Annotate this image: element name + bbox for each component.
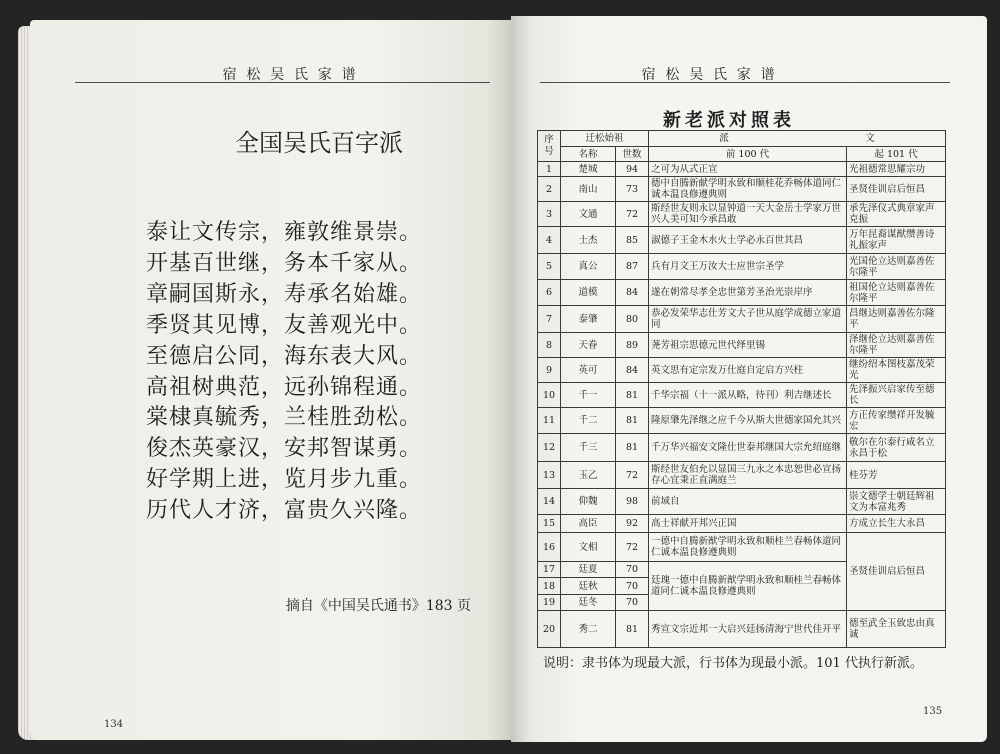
row-new-generations: 光祖德常思耀宗功	[847, 162, 946, 177]
row-old-generations: 一德中自腾新猷学明永致和顺桂兰春畅体道同仁诚本温良修遵典则	[649, 533, 847, 562]
header-ancestor: 迁松始祖	[561, 131, 649, 147]
poem-line: 泰让文传宗，雍敦维景崇。	[146, 220, 423, 245]
table-row	[538, 434, 946, 462]
row-new-generations: 泽继伦立达则嘉善佐尔隆平	[847, 333, 946, 358]
row-new-generations: 方正传家缵祥开发毓宏	[847, 408, 946, 434]
row-generations: 70	[616, 578, 649, 595]
row-generations: 81	[616, 408, 649, 434]
header-old: 前 100 代	[649, 147, 847, 162]
row-name: 英可	[561, 358, 616, 383]
row-new-generations: 昌继达则嘉善佐尔隆平	[847, 306, 946, 333]
row-generations: 87	[616, 254, 649, 280]
row-generations: 89	[616, 333, 649, 358]
row-name: 千三	[561, 434, 616, 462]
row-generations: 81	[616, 611, 649, 648]
right-header-rule	[540, 82, 950, 83]
row-index: 8	[538, 333, 561, 358]
table-row	[538, 306, 946, 333]
table-subheader-row	[538, 147, 946, 162]
row-name: 千一	[561, 383, 616, 408]
table-row	[538, 333, 946, 358]
row-index: 4	[538, 227, 561, 254]
row-generations: 70	[616, 595, 649, 611]
row-index: 9	[538, 358, 561, 383]
row-name: 天眷	[561, 333, 616, 358]
row-index: 13	[538, 462, 561, 489]
row-name: 廷夏	[561, 562, 616, 578]
poem-line: 开基百世继，务本千家从。	[146, 250, 423, 276]
row-name: 泰肇	[561, 306, 616, 333]
left-page	[30, 20, 516, 740]
table-row	[538, 177, 946, 202]
row-index: 16	[538, 533, 561, 562]
row-name: 廷冬	[561, 595, 616, 611]
table-row	[538, 254, 946, 280]
row-old-generations: 德中自腾新献学明永致和顺桂花乔畅体道同仁诚本温良修遵典则	[649, 177, 847, 202]
header-paiwen	[649, 131, 946, 147]
row-generations: 72	[616, 202, 649, 227]
table-title: 新老派对照表	[663, 110, 795, 131]
row-generations: 70	[616, 562, 649, 578]
table-row	[538, 227, 946, 254]
row-generations: 92	[616, 515, 649, 533]
poem-line: 好学期上进，览月步九重。	[146, 467, 423, 493]
header-wen: 文	[865, 133, 875, 144]
row-old-generations: 英文思有定宗发万仕庭自定启方兴柱	[649, 358, 847, 383]
row-generations: 85	[616, 227, 649, 254]
row-new-generations: 继纷绍本图枝嘉茂荣光	[847, 358, 946, 383]
row-name: 文相	[561, 533, 616, 562]
row-index: 5	[538, 254, 561, 280]
row-generations: 73	[616, 177, 649, 202]
row-new-generations: 承先泽仪式典章家声克振	[847, 202, 946, 227]
right-page	[511, 16, 987, 742]
row-new-generations: 德至武全玉致忠由真诚	[847, 611, 946, 648]
table-row	[538, 280, 946, 306]
header-name: 名称	[561, 147, 616, 162]
row-generations: 84	[616, 280, 649, 306]
row-name: 玉乙	[561, 462, 616, 489]
header-generations: 世数	[616, 147, 649, 162]
row-name: 秀二	[561, 611, 616, 648]
row-name: 仰魏	[561, 489, 616, 515]
row-new-generations: 敬尔在尔泰行咸名立永昌于松	[847, 434, 946, 462]
row-name: 廷秋	[561, 578, 616, 595]
source-citation: 摘自《中国吴氏通书》183 页	[285, 598, 471, 614]
table-row	[538, 408, 946, 434]
row-generations: 84	[616, 358, 649, 383]
table-row	[538, 462, 946, 489]
row-old-generations: 兵有月文王万汝大士应世宗圣学	[649, 254, 847, 280]
row-generations: 72	[616, 462, 649, 489]
table-row	[538, 611, 946, 648]
row-name: 高臣	[561, 515, 616, 533]
row-new-generations: 崇文德学士朝廷辉祖文为本富兆秀	[847, 489, 946, 515]
lineage-comparison-table	[537, 130, 946, 648]
table-row	[538, 515, 946, 533]
row-old-generations: 斯经世友则永以显钟道一天大金岳士学家万世兴人美可知今承昌敢	[649, 202, 847, 227]
row-old-generations: 恭必发荣华志仕芳文大子世从庭学成德立家道同	[649, 306, 847, 333]
row-index: 19	[538, 595, 561, 611]
left-running-header: 宿松吴氏家谱	[222, 67, 366, 83]
row-index: 11	[538, 408, 561, 434]
row-new-generations: 万年昆裔谋猷缵善诗礼振家声	[847, 227, 946, 254]
row-generations: 94	[616, 162, 649, 177]
poem-line: 历代人才济，富贵久兴隆。	[146, 498, 423, 524]
row-name: 文通	[561, 202, 616, 227]
table-row	[538, 489, 946, 515]
row-old-generations: 遂在朝常尽孝全忠世第芳圣治光崇岸序	[649, 280, 847, 306]
right-running-header: 宿松吴氏家谱	[641, 67, 785, 83]
poem-line: 俊杰英豪汉，安邦智谋勇。	[146, 436, 423, 462]
row-old-generations: 淑德子王金木水火土学必永百世其昌	[649, 227, 847, 254]
row-index: 7	[538, 306, 561, 333]
row-index: 3	[538, 202, 561, 227]
poem	[146, 218, 422, 527]
header-index-label: 序号	[544, 134, 554, 157]
poem-title: 全国吴氏百字派	[235, 129, 403, 157]
row-index: 18	[538, 578, 561, 595]
row-old-generations: 秀宣文宗近邦一大启兴廷扬清海宁世代佳开平	[649, 611, 847, 648]
row-old-generations: 高士祥献开邦兴正国	[649, 515, 847, 533]
header-new: 起 101 代	[847, 147, 946, 162]
row-index: 6	[538, 280, 561, 306]
row-new-generations: 圣贤佳训启后恒昌	[847, 177, 946, 202]
row-generations: 81	[616, 434, 649, 462]
row-name: 真公	[561, 254, 616, 280]
row-name: 士杰	[561, 227, 616, 254]
row-generations: 98	[616, 489, 649, 515]
table-row	[538, 383, 946, 408]
row-old-generations: 斯经世友伯允以显国三九永之本忠恕世必宣扬存心宜秉正直满庭兰	[649, 462, 847, 489]
row-old-generations: 千万华兴福安文隆仕世泰邦继国大宗允绍庭继	[649, 434, 847, 462]
row-new-generations: 光国伦立达则嘉善佐尔隆平	[847, 254, 946, 280]
left-header-rule	[75, 82, 490, 83]
row-index: 10	[538, 383, 561, 408]
poem-line: 棠棣真毓秀，兰桂胜劲松。	[146, 405, 423, 431]
row-index: 17	[538, 562, 561, 578]
row-generations: 80	[616, 306, 649, 333]
table-header-row	[538, 131, 946, 147]
table-row	[538, 533, 946, 562]
row-old-generations: 之可为从式正宣	[649, 162, 847, 177]
row-new-generations: 方成立长生大永昌	[847, 515, 946, 533]
row-new-generations: 先泽振兴启家传至德长	[847, 383, 946, 408]
header-pai: 派	[719, 133, 729, 144]
poem-line: 至德启公同，海东表大风。	[146, 343, 423, 369]
row-index: 15	[538, 515, 561, 533]
table-note: 说明：隶书体为现最大派，行书体为现最小派。101 代执行新派。	[543, 656, 923, 671]
row-name: 南山	[561, 177, 616, 202]
row-old-generations: 千华宗福（十一派从略，待刊）利吉继述长	[649, 383, 847, 408]
row-index: 1	[538, 162, 561, 177]
table-row	[538, 358, 946, 383]
poem-line: 季贤其见博，友善观光中。	[146, 312, 423, 338]
row-index: 14	[538, 489, 561, 515]
table-row	[538, 202, 946, 227]
poem-line: 章嗣国斯永，寿承名始雄。	[146, 281, 423, 307]
row-index: 12	[538, 434, 561, 462]
row-generations: 81	[616, 383, 649, 408]
row-name: 道模	[561, 280, 616, 306]
row-old-generations: 隆原肇先泽继之应千今从斯大世德家国允其兴	[649, 408, 847, 434]
row-name: 千二	[561, 408, 616, 434]
header-index	[538, 131, 561, 162]
row-new-generations: 桂芬芳	[847, 462, 946, 489]
row-generations: 72	[616, 533, 649, 562]
row-new-generations: 圣贤佳训启后恒昌	[847, 533, 946, 611]
row-new-generations: 祖国伦立达则嘉善佐尔隆平	[847, 280, 946, 306]
row-name: 楚城	[561, 162, 616, 177]
row-old-generations: 前域自	[649, 489, 847, 515]
left-page-number: 134	[104, 719, 124, 730]
row-index: 2	[538, 177, 561, 202]
row-index: 20	[538, 611, 561, 648]
poem-line: 高祖树典范，远孙锦程通。	[146, 374, 423, 400]
table-row	[538, 162, 946, 177]
row-old-generations: 荛芳祖宗思德元世代绎里锡	[649, 333, 847, 358]
right-page-number: 135	[923, 706, 943, 717]
row-old-generations: 廷瑰一德中自腾新猷学明永致和顺桂兰春畅体道同仁诚本温良修遵典则	[649, 562, 847, 611]
